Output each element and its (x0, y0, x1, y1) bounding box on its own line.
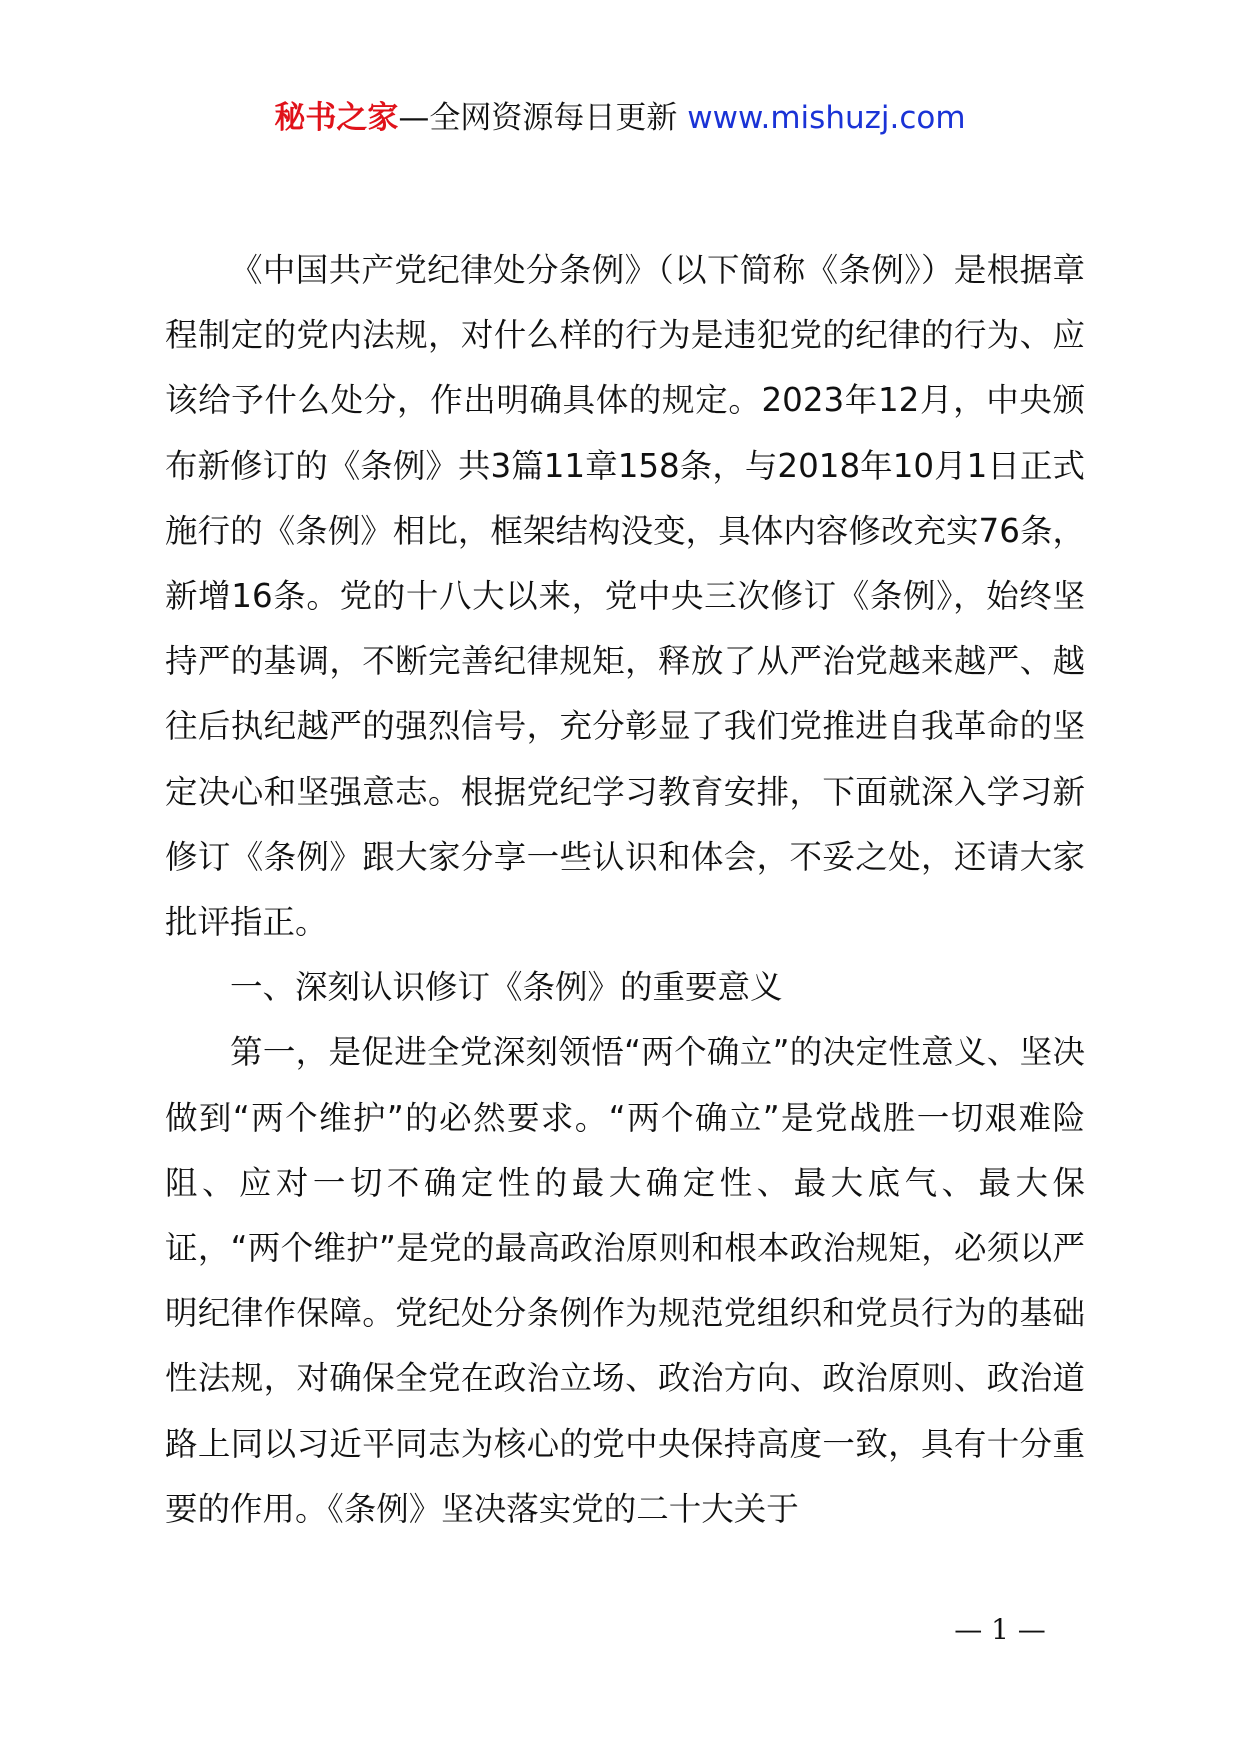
document-body (165, 238, 1085, 1542)
intro-paragraph: 《中国共产党纪律处分条例》（以下简称《条例》）是根据章程制定的党内法规，对什么样的行为是违犯党的纪律的行为、应该给予什么处分，作出明确具体的规定。2023年12月，中央颁布新修订的《条例》共3篇11章158条，与2018年10月1日正式施行的《条例》相比，框架结构没变，具体内容修改充实76条，新增16条。党的十八大以来，党中央三次修订《条例》，始终坚持严的基调，不断完善纪律规矩，释放了从严治党越来越严、越往后执纪越严的强烈信号，充分彰显了我们党推进自我革命的坚定决心和坚强意志。根据党纪学习教育安排，下面就深入学习新修订《条例》跟大家分享一些认识和体会，不妥之处，还请大家批评指正。 (165, 251, 1085, 942)
site-url-link[interactable]: www.mishuzj.com (687, 100, 966, 136)
site-banner (0, 96, 1240, 140)
body-paragraph: 第一，是促进全党深刻领悟“两个确立”的决定性意义、坚决做到“两个维护”的必然要求。“两个确立”是党战胜一切艰难险阻、应对一切不确定性的最大确定性、最大底气、最大保证，“两个维护”是党的最高政治原则和根本政治规矩，必须以严明纪律作保障。党纪处分条例作为规范党组织和党员行为的基础性法规，对确保全党在政治立场、政治方向、政治原则、政治道路上同以习近平同志为核心的党中央保持高度一致，具有十分重要的作用。《条例》坚决落实党的二十大关于 (165, 1033, 1085, 1528)
site-tagline: —全网资源每日更新 (398, 100, 678, 136)
page-number: — 1 — (954, 1613, 1046, 1646)
site-brand-name: 秘书之家 (274, 100, 399, 136)
section-heading: 一、深刻认识修订《条例》的重要意义 (230, 968, 783, 1007)
